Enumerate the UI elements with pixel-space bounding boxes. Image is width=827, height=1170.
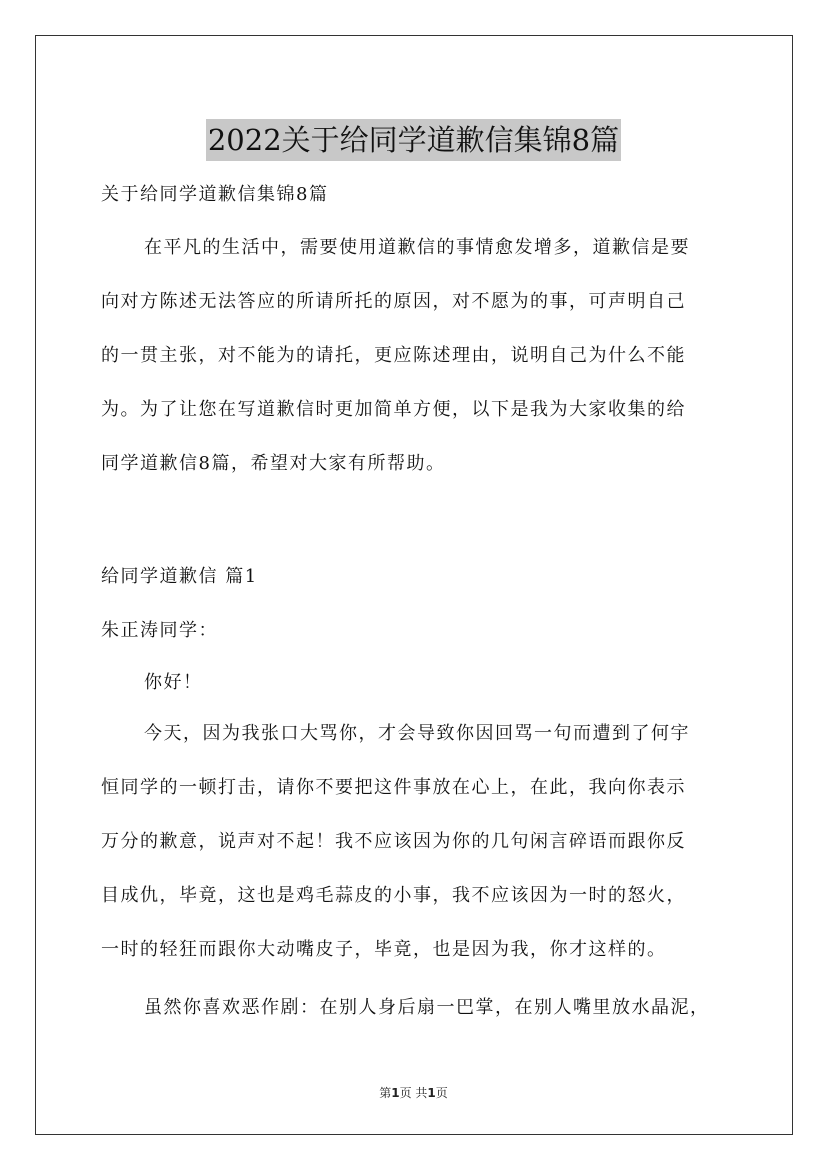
letter-line: 目成仇，毕竟，这也是鸡毛蒜皮的小事，我不应该因为一时的怒火， — [101, 885, 686, 906]
footer-suffix: 页 — [435, 1086, 448, 1100]
letter-line: 一时的轻狂而跟你大动嘴皮子，毕竟，也是因为我，你才这样的。 — [101, 939, 667, 960]
greeting: 你好！ — [144, 672, 203, 693]
intro-line: 的一贯主张，对不能为的请托，更应陈述理由，说明自己为什么不能 — [101, 345, 686, 366]
document-title: 2022关于给同学道歉信集锦8篇 — [206, 119, 621, 161]
letter-line: 恒同学的一顿打击，请你不要把这件事放在心上，在此，我向你表示 — [101, 777, 686, 798]
page-footer — [0, 1084, 827, 1101]
salutation: 朱正涛同学： — [101, 620, 218, 641]
footer-mid: 页 共 — [399, 1086, 428, 1100]
footer-prefix: 第 — [379, 1086, 392, 1100]
document-subtitle: 关于给同学道歉信集锦8篇 — [101, 184, 329, 205]
section-heading: 给同学道歉信 篇1 — [101, 566, 258, 587]
intro-line: 在平凡的生活中，需要使用道歉信的事情愈发增多，道歉信是要 — [144, 237, 690, 258]
intro-paragraph — [101, 221, 731, 491]
intro-line: 为。为了让您在写道歉信时更加简单方便，以下是我为大家收集的给 — [101, 399, 686, 420]
letter-line: 万分的歉意，说声对不起！我不应该因为你的几句闲言碎语而跟你反 — [101, 831, 686, 852]
footer-total-pages: 1 — [427, 1086, 436, 1100]
last-paragraph-line: 虽然你喜欢恶作剧：在别人身后扇一巴掌，在别人嘴里放水晶泥， — [144, 997, 710, 1018]
title-container — [0, 100, 827, 181]
letter-line: 今天，因为我张口大骂你，才会导致你因回骂一句而遭到了何宇 — [144, 723, 690, 744]
letter-paragraph — [101, 707, 731, 977]
intro-line: 向对方陈述无法答应的所请所托的原因，对不愿为的事，可声明自己 — [101, 291, 686, 312]
footer-page-number: 1 — [391, 1086, 400, 1100]
intro-line: 同学道歉信8篇，希望对大家有所帮助。 — [101, 453, 446, 474]
